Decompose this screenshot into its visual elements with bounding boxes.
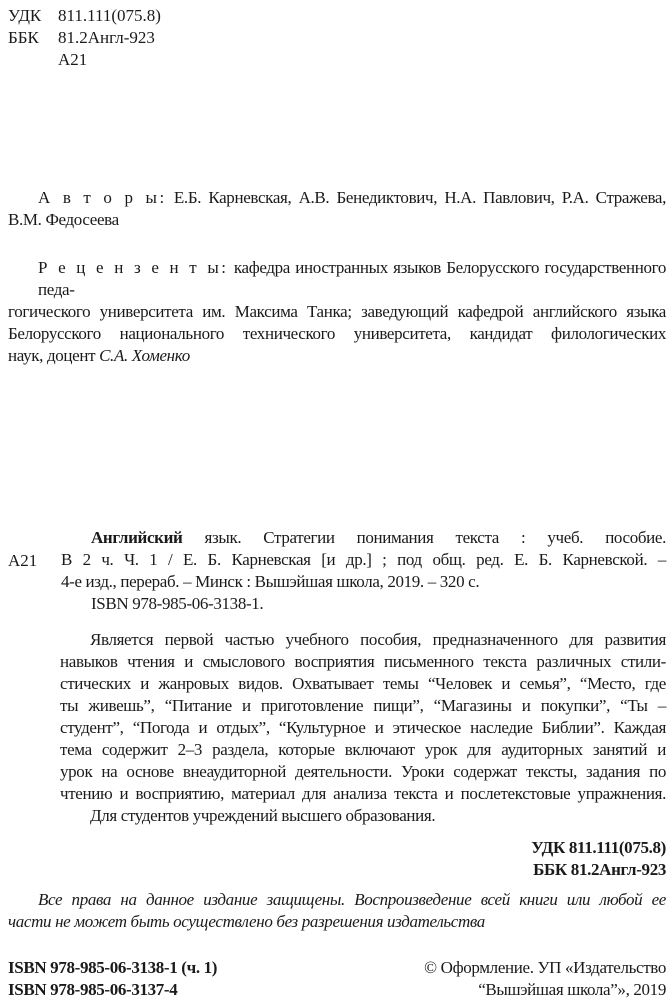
reviewers-line: гогического университета им. Максима Танка; заведующий кафедрой английского языка: [8, 302, 666, 321]
classification-codes: [8, 5, 666, 71]
classification-bottom: [8, 837, 666, 881]
annotation-line: ты живешь”, “Питание и приготовление пищи”, “Магазины и покупки”, “Ты –: [60, 696, 666, 715]
bib-line: 4-е изд., перераб. – Минск : Вышэйшая школа, 2019. – 320 с.: [61, 572, 480, 591]
authors-section: [8, 187, 666, 231]
annotation-line: студент”, “Погода и отдых”, “Культурное и этическое наследие Библии”. Каждая: [60, 718, 666, 737]
bbk-value: 81.2Англ-923: [58, 28, 155, 47]
annotation-line: тема содержит 2–3 раздела, которые включают урок для аудиторных занятий и: [60, 740, 666, 759]
annotation-line: Для студентов учреждений высшего образования.: [90, 806, 436, 825]
annotation-line: чтению и восприятию, материал для анализа текста и послетекстовые упражнения.: [60, 784, 666, 803]
bib-isbn: ISBN 978-985-06-3138-1.: [91, 594, 264, 613]
udk-value: 811.111(075.8): [58, 6, 161, 25]
authors-line: А в т о р ы: Е.Б. Карневская, А.В. Бенедиктович, Н.А. Павлович, Р.А. Стражева,: [38, 188, 666, 207]
reviewer-name: С.А. Хоменко: [99, 346, 190, 365]
isbn-part1: ISBN 978-985-06-3138-1 (ч. 1): [8, 958, 218, 977]
annotation-line: Является первой частью учебного пособия, предназначенного для развития: [90, 630, 666, 649]
udk-bottom: УДК 811.111(075.8): [531, 838, 666, 857]
rights-line: Все права на данное издание защищены. Воспроизведение всей книги или любой ее: [38, 890, 666, 909]
copyright-line: © Оформление. УП «Издательство: [424, 958, 666, 977]
isbn-full: ISBN 978-985-06-3137-4: [8, 980, 178, 999]
bib-author-mark: А21: [8, 551, 38, 570]
copyright-line: “Вышэйшая школа”», 2019: [478, 980, 666, 999]
bib-line: В 2 ч. Ч. 1 / Е. Б. Карневская [и др.] ; под общ. ред. Е. Б. Карневской. –: [61, 550, 666, 569]
isbn-copyright: [8, 957, 666, 1001]
annotation-line: стических и жанровых видов. Охватывает темы “Человек и семья”, “Место, где: [60, 674, 666, 693]
bbk-label: ББК: [8, 28, 39, 47]
reviewers-line: наук, доцент С.А. Хоменко: [8, 346, 190, 365]
bibliographic-record: [8, 527, 666, 615]
rights-notice: [8, 889, 666, 933]
reviewers-section: [8, 257, 666, 367]
rights-line: части не может быть осуществлено без разрешения издательства: [8, 912, 485, 931]
bib-title-bold: Английский: [91, 528, 183, 547]
annotation: [60, 629, 666, 827]
author-mark: А21: [58, 50, 88, 69]
authors-line: В.М. Федосеева: [8, 210, 119, 229]
annotation-line: урок на основе внеаудиторной деятельности. Уроки содержат тексты, задания по: [60, 762, 666, 781]
authors-label: А в т о р ы:: [38, 188, 167, 207]
reviewers-label: Р е ц е н з е н т ы:: [38, 258, 229, 277]
reviewers-line: Белорусского национального технического университета, кандидат филологических: [8, 324, 666, 343]
bbk-bottom: ББК 81.2Англ-923: [533, 860, 666, 879]
bib-line: Английский язык. Стратегии понимания текста : учеб. пособие.: [91, 528, 666, 547]
reviewers-line: Р е ц е н з е н т ы: кафедра иностранных языков Белорусского государственного педа-: [38, 258, 666, 299]
udk-label: УДК: [8, 6, 42, 25]
annotation-line: навыков чтения и смыслового восприятия письменного текста различных стили-: [60, 652, 666, 671]
